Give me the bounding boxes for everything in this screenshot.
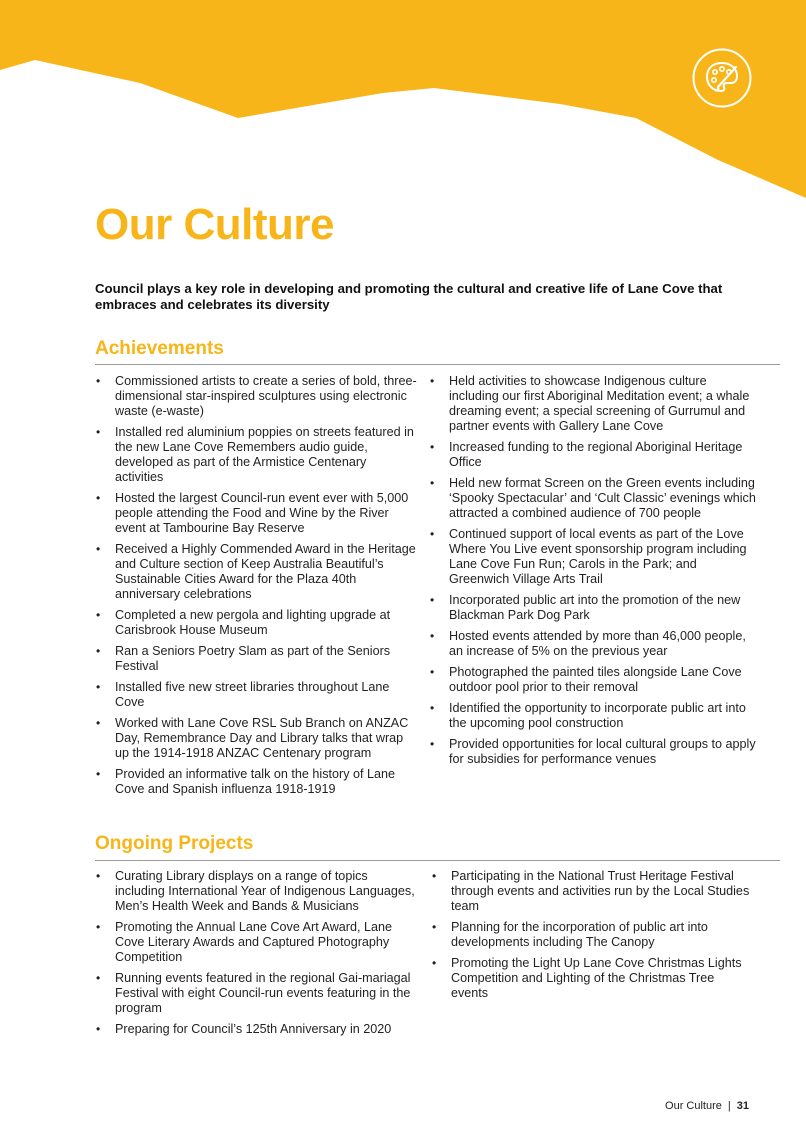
achievements-left-list <box>96 374 418 803</box>
list-item: • Ran a Seniors Poetry Slam as part of the Seniors Festival <box>96 644 418 674</box>
list-item: • Received a Highly Commended Award in the Heritage and Culture section of Keep Australia Beautiful’s Sustainable Cities Award for the Plaza 40th anniversary celebrations <box>96 542 418 602</box>
list-item: • Preparing for Council’s 125th Anniversary in 2020 <box>96 1022 418 1037</box>
list-item: • Identified the opportunity to incorporate public art into the upcoming pool construction <box>430 701 756 731</box>
list-item: • Completed a new pergola and lighting upgrade at Carisbrook House Museum <box>96 608 418 638</box>
intro-text: Council plays a key role in developing and promoting the cultural and creative life of Lane Cove that embraces and celebrates its diversity <box>95 281 723 312</box>
list-item: • Photographed the painted tiles alongside Lane Cove outdoor pool prior to their removal <box>430 665 756 695</box>
list-item: • Held new format Screen on the Green events including ‘Spooky Spectacular’ and ‘Cult Classic’ evenings which attracted a combined audience of 700 people <box>430 476 756 521</box>
banner-yellow-shape <box>0 0 806 198</box>
list-item: • Promoting the Light Up Lane Cove Christmas Lights Competition and Lighting of the Christmas Tree events <box>432 956 754 1001</box>
list-item: • Commissioned artists to create a series of bold, three-dimensional star-inspired sculptures using electronic waste (e-waste) <box>96 374 418 419</box>
list-item: • Provided an informative talk on the history of Lane Cove and Spanish influenza 1918-1919 <box>96 767 418 797</box>
list-item: • Installed five new street libraries throughout Lane Cove <box>96 680 418 710</box>
list-item: • Curating Library displays on a range of topics including International Year of Indigenous Languages, Men’s Health Week and Bands & Musicians <box>96 869 418 914</box>
list-item: • Installed red aluminium poppies on streets featured in the new Lane Cove Remembers audio guide, developed as part of the Armistice Centenary activities <box>96 425 418 485</box>
footer-separator: | <box>727 1100 731 1112</box>
list-item: • Held activities to showcase Indigenous culture including our first Aboriginal Meditation event; a whale dreaming event; a special screening of Gurrumul and partner events with Gallery Lane Cove <box>430 374 756 434</box>
ongoing-left-list <box>96 869 418 1043</box>
ongoing-projects-divider <box>95 860 780 861</box>
list-item: • Promoting the Annual Lane Cove Art Award, Lane Cove Literary Awards and Captured Photography Competition <box>96 920 418 965</box>
list-item: • Planning for the incorporation of public art into developments including The Canopy <box>432 920 754 950</box>
achievements-heading: Achievements <box>95 338 224 359</box>
list-item: • Increased funding to the regional Aboriginal Heritage Office <box>430 440 756 470</box>
list-item: • Provided opportunities for local cultural groups to apply for subsidies for performance venues <box>430 737 756 767</box>
page-number: 31 <box>736 1100 749 1112</box>
header-banner <box>0 0 806 210</box>
ongoing-projects-heading: Ongoing Projects <box>95 833 254 854</box>
list-item: • Worked with Lane Cove RSL Sub Branch on ANZAC Day, Remembrance Day and Library talks that wrap up the 1914-1918 ANZAC Centenary program <box>96 716 418 761</box>
ongoing-right-list <box>432 869 754 1007</box>
achievements-divider <box>95 364 780 365</box>
achievements-right-list <box>430 374 756 773</box>
list-item: • Hosted events attended by more than 46,000 people, an increase of 5% on the previous year <box>430 629 756 659</box>
footer-section-name: Our Culture <box>665 1100 722 1112</box>
list-item: • Hosted the largest Council-run event ever with 5,000 people attending the Food and Wine by the River event at Tambourine Bay Reserve <box>96 491 418 536</box>
list-item: • Continued support of local events as part of the Love Where You Live event sponsorship program including Lane Cove Fun Run; Carols in the Park; and Greenwich Village Arts Trail <box>430 527 756 587</box>
palette-icon <box>691 47 753 109</box>
list-item: • Incorporated public art into the promotion of the new Blackman Park Dog Park <box>430 593 756 623</box>
list-item: • Running events featured in the regional Gai-mariagal Festival with eight Council-run events featuring in the program <box>96 971 418 1016</box>
page-footer <box>665 1100 749 1112</box>
page-title: Our Culture <box>95 200 334 249</box>
list-item: • Participating in the National Trust Heritage Festival through events and activities run by the Local Studies team <box>432 869 754 914</box>
